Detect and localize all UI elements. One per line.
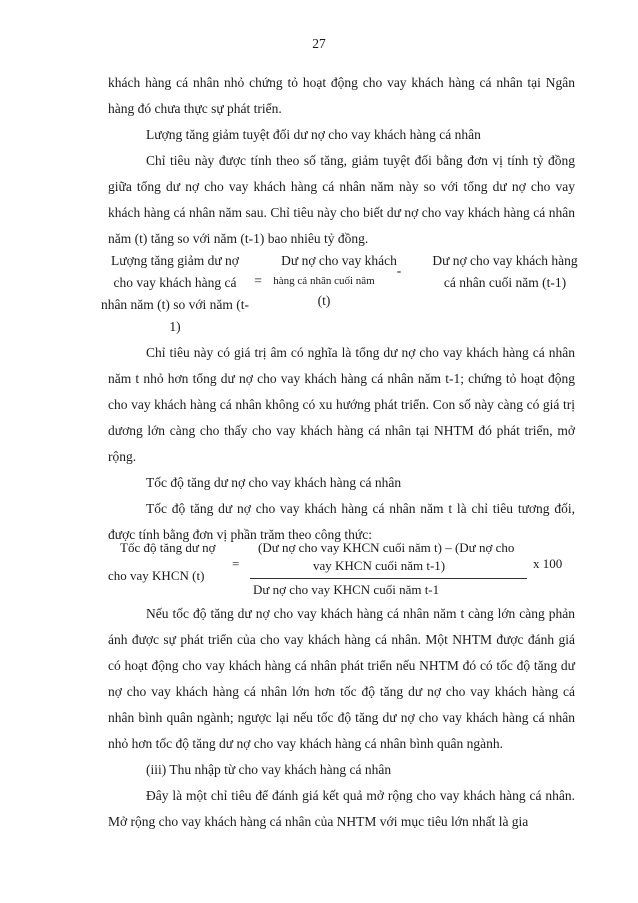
formula2-numerator-line2: vay KHCN cuối năm t-1) [313,558,446,573]
paragraph-continuation: khách hàng cá nhân nhỏ chứng tỏ hoạt động cho vay khách hàng cá nhân tại Ngân hàng đó chưa thực sự phát triển. [108,75,575,116]
formula1-term2: Dư nợ cho vay khách hàng cá nhân cuối năm (t-1) [432,253,578,290]
paragraph-income: Đây là một chỉ tiêu để đánh giá kết quả mở rộng cho vay khách hàng cá nhân. Mở rộng cho vay khách hàng cá nhân của NHTM với mục tiêu lớn nhất là gia [108,788,575,829]
formula2-lhs-line1: Tốc độ tăng dư nợ [120,540,216,555]
formula2-lhs-line2: cho vay KHCN (t) [108,568,205,583]
formula1-term1-line1: Dư nợ cho vay khách [281,253,397,268]
formula2-fraction-bar [250,578,527,579]
formula2-numerator-line1: (Dư nợ cho vay KHCN cuối năm t) – (Dư nợ cho [258,540,515,555]
formula-absolute-change [100,250,580,334]
paragraph-negative-value: Chỉ tiêu này có giá trị âm có nghĩa là tổng dư nợ cho vay khách hàng cá nhân năm t nhỏ hơn tổng dư nợ cho vay khách hàng cá nhân năm t-1; chứng tỏ hoạt động cho vay khách hàng cá nhân không có xu hướng phát triển. Con số này càng có giá trị dương lớn càng cho thấy cho vay khách hàng cá nhân tại NHTM đó phát triển, mở rộng. [108,345,575,464]
formula2-denominator: Dư nợ cho vay KHCN cuối năm t-1 [253,582,440,597]
paragraph-growth-comparison: Nếu tốc độ tăng dư nợ cho vay khách hàng cá nhân năm t càng lớn càng phản ánh được sự phát triển của cho vay khách hàng cá nhân. Một NHTM được đánh giá có hoạt động cho vay khách hàng cá nhân phát triển nếu NHTM đó có tốc độ tăng dư nợ cho vay khách hàng cá nhân lớn hơn tốc độ tăng dư nợ cho vay khách hàng cá nhân bình quân ngành; ngược lại nếu tốc độ tăng dư nợ cho vay khách hàng cá nhân nhỏ hơn tốc độ tăng dư nợ cho vay khách hàng cá nhân bình quân ngành. [108,606,575,751]
subheading-growth-rate: Tốc độ tăng dư nợ cho vay khách hàng cá nhân [146,475,402,490]
formula1-equals: = [254,273,262,288]
text-block-b [108,340,575,548]
formula1-lhs: Lượng tăng giảm dư nợ cho vay khách hàng cá nhân năm (t) so với năm (t-1) [100,253,250,334]
paragraph-absolute-change: Chỉ tiêu này được tính theo số tăng, giảm tuyệt đối bằng đơn vị tính tỷ đồng giữa tổng dư nợ cho vay khách hàng cá nhân năm này so với tổng dư nợ cho vay khách hàng cá nhân năm sau. Chỉ tiêu này cho biết dư nợ cho vay khách hàng cá nhân năm (t) tăng so với năm (t-1) bao nhiêu tỷ đồng. [108,153,575,246]
formula-growth-rate [108,538,578,598]
page-number: 27 [312,36,326,51]
subheading-income: (iii) Thu nhập từ cho vay khách hàng cá nhân [146,762,392,777]
formula1-minus: - [396,263,402,278]
text-block-c [108,601,575,835]
formula1-term1-line3: (t) [317,293,331,308]
subheading-absolute-change: Lượng tăng giảm tuyệt đối dư nợ cho vay khách hàng cá nhân [146,127,481,142]
formula2-equals: = [232,556,240,571]
text-block-a [108,70,575,252]
paragraph-growth-rate: Tốc độ tăng dư nợ cho vay khách hàng cá nhân năm t là chỉ tiêu tương đối, được tính bằng đơn vị phần trăm theo công thức: [108,501,575,542]
formula2-multiplier: x 100 [533,556,563,571]
formula1-term1-line2: hàng cá nhân cuối năm [273,275,375,287]
